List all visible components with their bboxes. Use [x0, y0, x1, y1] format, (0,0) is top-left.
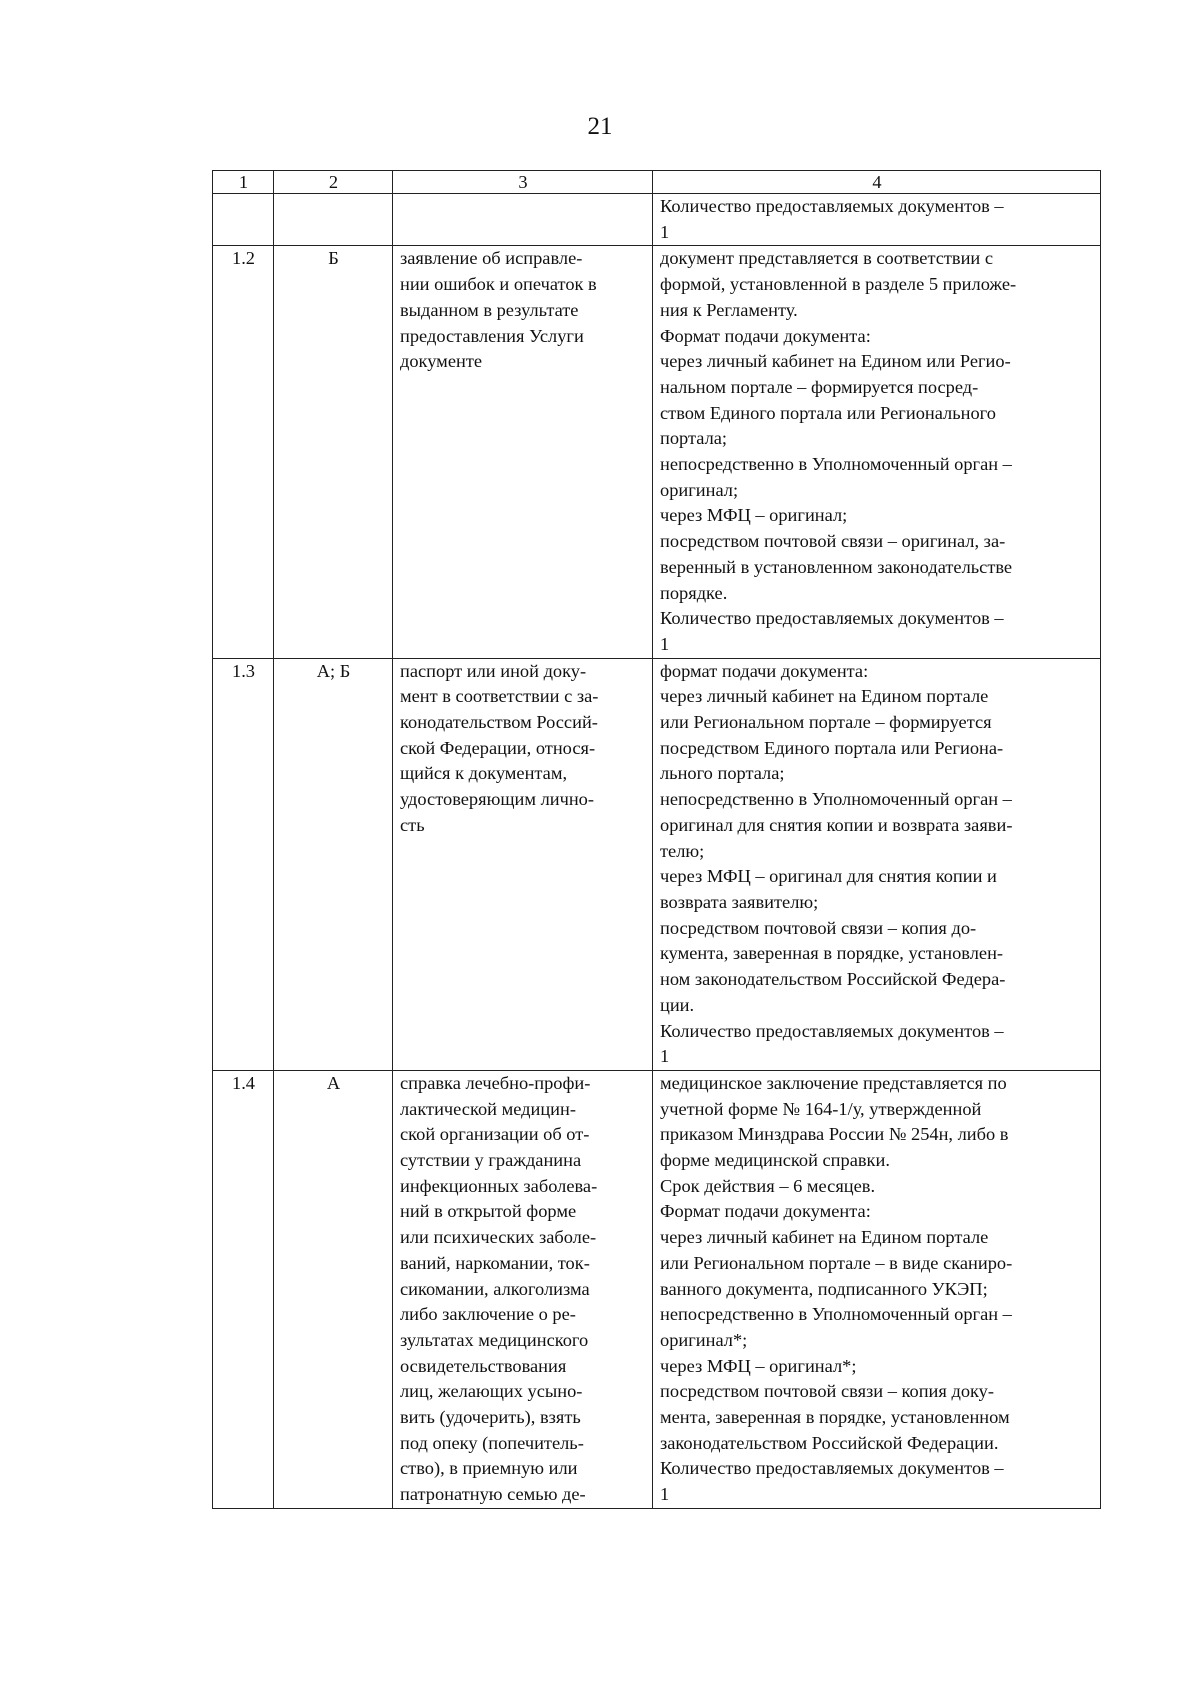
- cell-text-line: через личный кабинет на Едином или Регио-: [660, 351, 1011, 372]
- cell-text-line: оригинал;: [660, 479, 739, 500]
- cell-text-line: форме медицинской справки.: [660, 1150, 890, 1171]
- document-requirements-cell: [653, 246, 1101, 658]
- cell-text-line: удостоверяющим лично-: [400, 789, 594, 810]
- cell-text-line: возврата заявителю;: [660, 891, 819, 912]
- cell-text-line: формат подачи документа:: [660, 660, 869, 681]
- applicant-category-cell: А: [274, 1070, 393, 1508]
- cell-text-line: посредством Единого портала или Регионa-: [660, 737, 1004, 758]
- cell-text-line: Формат подачи документа:: [660, 325, 871, 346]
- cell-text-line: посредством почтовой связи – копия доку-: [660, 1381, 995, 1402]
- document-name-cell: [393, 658, 653, 1070]
- cell-text-line: лиц, желающих усыно-: [400, 1381, 583, 1402]
- cell-text-line: оригинал*;: [660, 1329, 748, 1350]
- row-number-cell: [213, 194, 274, 246]
- row-number-cell: 1.3: [213, 658, 274, 1070]
- applicant-category-cell: Б: [274, 246, 393, 658]
- cell-text-line: 1: [660, 1046, 670, 1067]
- cell-text-line: оригинал для снятия копии и возврата заяви-: [660, 814, 1013, 835]
- cell-text-line: щийся к документам,: [400, 763, 568, 784]
- cell-text-line: ваний, наркомании, ток-: [400, 1252, 590, 1273]
- document-table: [212, 170, 1101, 1509]
- document-name-cell: [393, 246, 653, 658]
- cell-text-line: ство), в приемную или: [400, 1458, 578, 1479]
- document-requirements-cell: [653, 194, 1101, 246]
- cell-text-line: сть: [400, 814, 425, 835]
- cell-text-line: медицинское заключение представляется по: [660, 1072, 1007, 1093]
- cell-text-line: инфекционных заболева-: [400, 1175, 598, 1196]
- cell-text-line: мент в соответствии с за-: [400, 686, 599, 707]
- cell-text-line: посредством почтовой связи – оригинал, за-: [660, 531, 1006, 552]
- cell-text-line: льного портала;: [660, 763, 785, 784]
- cell-text-line: мента, заверенная в порядке, установленном: [660, 1407, 1010, 1428]
- cell-text-line: ванного документа, подписанного УКЭП;: [660, 1278, 988, 1299]
- cell-text-line: формой, установленной в разделе 5 приложе-: [660, 274, 1017, 295]
- cell-text-line: ции.: [660, 994, 695, 1015]
- cell-text-line: либо заключение о ре-: [400, 1304, 576, 1325]
- cell-text-line: нии ошибок и опечаток в: [400, 274, 597, 295]
- cell-text-line: порядке.: [660, 582, 728, 603]
- applicant-category-cell: [274, 194, 393, 246]
- cell-text-line: ством Единого портала или Регионального: [660, 402, 996, 423]
- cell-text-line: предоставления Услуги: [400, 325, 584, 346]
- cell-text-line: кумента, заверенная в порядке, установлен-: [660, 943, 1004, 964]
- cell-text-line: через МФЦ – оригинал*;: [660, 1355, 857, 1376]
- cell-text-line: ний в открытой форме: [400, 1201, 577, 1222]
- cell-text-line: лактической медицин-: [400, 1098, 576, 1119]
- cell-text-line: или психических заболе-: [400, 1227, 597, 1248]
- cell-text-line: сикомании, алкоголизма: [400, 1278, 590, 1299]
- cell-text-line: веренный в установленном законодательстве: [660, 556, 1013, 577]
- cell-text-line: Количество предоставляемых документов –: [660, 196, 1004, 216]
- cell-text-line: через МФЦ – оригинал для снятия копии и: [660, 866, 997, 887]
- cell-text-line: или Региональном портале – формируется: [660, 712, 992, 733]
- cell-text-line: ном законодательством Российской Федера-: [660, 969, 1006, 990]
- cell-text-line: учетной форме № 164-1/у, утвержденной: [660, 1098, 982, 1119]
- cell-text-line: Количество предоставляемых документов –: [660, 608, 1004, 629]
- cell-text-line: ской Федерации, относя-: [400, 737, 596, 758]
- applicant-category-cell: А; Б: [274, 658, 393, 1070]
- table-row: [213, 194, 1101, 246]
- cell-text-line: телю;: [660, 840, 705, 861]
- cell-text-line: или Региональном портале – в виде сканиро-: [660, 1252, 1013, 1273]
- cell-text-line: документ представляется в соответствии с: [660, 248, 994, 269]
- table-row: [213, 1070, 1101, 1508]
- cell-text-line: ния к Регламенту.: [660, 299, 798, 320]
- table-header-row: [213, 171, 1101, 194]
- cell-text-line: портала;: [660, 428, 728, 449]
- row-number-cell: 1.2: [213, 246, 274, 658]
- cell-text-line: документе: [400, 351, 483, 372]
- cell-text-line: Формат подачи документа:: [660, 1201, 871, 1222]
- cell-text-line: выданном в результате: [400, 299, 579, 320]
- cell-text-line: конодательством Россий-: [400, 712, 598, 733]
- cell-text-line: под опеку (попечитель-: [400, 1432, 584, 1453]
- cell-text-line: через личный кабинет на Едином портале: [660, 1227, 989, 1248]
- header-col-2: 2: [274, 171, 393, 194]
- cell-text-line: непосредственно в Уполномоченный орган –: [660, 789, 1012, 810]
- cell-text-line: вить (удочерить), взять: [400, 1407, 581, 1428]
- table-row: [213, 246, 1101, 658]
- cell-text-line: справка лечебно-профи-: [400, 1072, 591, 1093]
- cell-text-line: Количество предоставляемых документов –: [660, 1458, 1004, 1479]
- document-requirements-cell: [653, 1070, 1101, 1508]
- cell-text-line: зультатах медицинского: [400, 1329, 589, 1350]
- cell-text-line: сутствии у гражданина: [400, 1150, 582, 1171]
- cell-text-line: непосредственно в Уполномоченный орган –: [660, 454, 1012, 475]
- document-name-cell: [393, 194, 653, 246]
- cell-text-line: 1: [660, 221, 670, 242]
- cell-text-line: патронатную семью де-: [400, 1484, 586, 1505]
- header-col-3: 3: [393, 171, 653, 194]
- cell-text-line: паспорт или иной доку-: [400, 660, 587, 681]
- cell-text-line: 1: [660, 1484, 670, 1505]
- cell-text-line: 1: [660, 633, 670, 654]
- cell-text-line: приказом Минздрава России № 254н, либо в: [660, 1124, 1009, 1145]
- cell-text-line: освидетельствования: [400, 1355, 567, 1376]
- cell-text-line: через МФЦ – оригинал;: [660, 505, 848, 526]
- header-col-1: 1: [213, 171, 274, 194]
- row-number-cell: 1.4: [213, 1070, 274, 1508]
- cell-text-line: через личный кабинет на Едином портале: [660, 686, 989, 707]
- page-number: 21: [587, 113, 613, 140]
- table-row: [213, 658, 1101, 1070]
- header-col-4: 4: [653, 171, 1101, 194]
- cell-text-line: Срок действия – 6 месяцев.: [660, 1175, 876, 1196]
- cell-text-line: заявление об исправле-: [400, 248, 583, 269]
- cell-text-line: законодательством Российской Федерации.: [660, 1432, 999, 1453]
- document-name-cell: [393, 1070, 653, 1508]
- cell-text-line: нальном портале – формируется посред-: [660, 376, 979, 397]
- cell-text-line: Количество предоставляемых документов –: [660, 1020, 1004, 1041]
- cell-text-line: ской организации об от-: [400, 1124, 590, 1145]
- cell-text-line: непосредственно в Уполномоченный орган –: [660, 1304, 1012, 1325]
- cell-text-line: посредством почтовой связи – копия до-: [660, 917, 977, 938]
- document-requirements-cell: [653, 658, 1101, 1070]
